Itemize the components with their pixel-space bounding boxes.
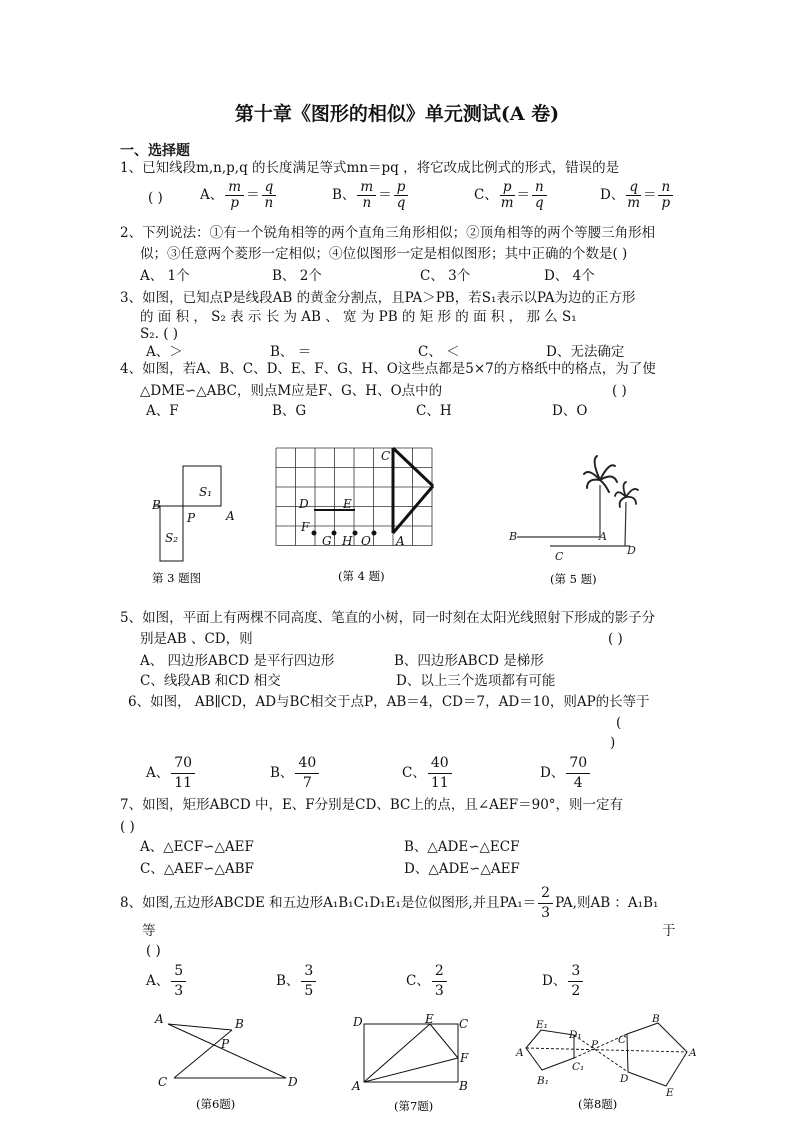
segment-ef [430, 1024, 458, 1058]
label-f: F [301, 520, 310, 534]
label-s2: S₂ [165, 531, 179, 545]
figure-5 [505, 450, 655, 590]
q2-option-a: A、 1个 [140, 268, 190, 284]
label-a: A [599, 530, 607, 543]
label-h: H [342, 534, 353, 548]
q3-option-a: A、＞ [146, 344, 183, 360]
q7-option-b: B、△ADE∽△ECF [404, 839, 520, 855]
segment-ad [168, 1024, 286, 1078]
figure-5-caption: (第 5 题) [550, 572, 597, 586]
label-a1: A [516, 1047, 524, 1059]
pentagon-small [526, 1030, 574, 1070]
q8-option-b: B、 $\frac{3}{5}$ [276, 962, 318, 1001]
label-a: A [226, 509, 235, 523]
segment-cb [393, 448, 433, 486]
q4-option-b: B、G [272, 403, 307, 419]
figure-6-caption: (第6题) [196, 1097, 236, 1111]
label-p: P [221, 1037, 230, 1051]
q3-line3: S₂. ( ) [140, 326, 179, 342]
q8-option-c: C、 $\frac{2}{3}$ [406, 962, 449, 1001]
label-b1: B₁ [537, 1075, 549, 1087]
q8-line1: 8、如图,五边形ABCDE 和五边形A₁B₁C₁D₁E₁是位似图形,并且PA₁＝ $\frac{2}{3}$ PA,则AB ：A₁B₁ [120, 885, 659, 921]
q4-option-a: A、F [146, 403, 179, 419]
label-f: F [460, 1051, 469, 1065]
label-b: B [235, 1017, 244, 1031]
point-f [312, 531, 317, 536]
q5-paren: ( ) [608, 631, 623, 647]
point-g [332, 531, 337, 536]
q3-option-d: D、无法确定 [546, 344, 625, 360]
label-b: B [459, 1079, 468, 1093]
figure-8 [512, 1012, 697, 1116]
q6-paren-open: ( [616, 715, 622, 731]
q4-paren: ( ) [612, 383, 627, 399]
figure-3-caption: 第 3 题图 [152, 571, 202, 585]
q6-option-b: B、 $\frac{40}{7}$ [270, 754, 321, 793]
q5-line2: 别是AB 、CD，则 [140, 631, 253, 647]
q6-option-a: A、 $\frac{70}{11}$ [146, 754, 197, 793]
label-d: D [299, 497, 309, 511]
q7-option-d: D、△ADE∽△AEF [404, 861, 520, 877]
q5-option-d: D、以上三个选项都有可能 [396, 673, 556, 689]
label-a: A [155, 1012, 164, 1026]
q5-option-b: B、四边形ABCD 是梯形 [394, 653, 544, 669]
figure-8-caption: (第8题) [578, 1097, 618, 1111]
q6-line1: 6、如图， AB∥CD，AD与BC相交于点P，AB＝4，CD＝7，AD＝10，则AP的长等于 [128, 694, 650, 710]
q7-option-c: C、△AEF∽△ABF [140, 861, 254, 877]
q1-paren: ( ) [148, 190, 163, 206]
label-e: E [425, 1012, 434, 1026]
label-b: B [152, 498, 161, 512]
label-e1: E₁ [536, 1019, 548, 1031]
label-p: P [187, 511, 196, 525]
q2-option-b: B、 2个 [272, 268, 322, 284]
label-o: O [361, 534, 371, 548]
page-title: 第十章《图形的相似》单元测试(A 卷) [234, 103, 560, 125]
label-d: D [353, 1015, 363, 1029]
label-e: E [666, 1087, 674, 1099]
point-o [372, 531, 377, 536]
q6-option-c: C、 $\frac{40}{11}$ [402, 754, 454, 793]
figure-4-caption: (第 4 题) [338, 569, 385, 583]
label-g: G [322, 534, 332, 548]
q7-line2: ( ) [120, 819, 135, 835]
q3-line2: 的 面 积 ， S₂ 表 示 长 为 AB 、 宽 为 PB 的 矩 形 的 面 积 ， 那 么 S₁ [140, 309, 577, 325]
figure-7-caption: (第7题) [394, 1099, 434, 1113]
label-c: C [555, 550, 564, 563]
q8-option-d: D、 $\frac{3}{2}$ [542, 962, 585, 1001]
label-a: A [689, 1047, 697, 1059]
q1-option-c: C、 $\frac{p}{m}$ ＝ $\frac{n}{q}$ [474, 180, 549, 211]
section-heading: 一、选择题 [120, 143, 190, 159]
q1-option-b: B、 $\frac{m}{n}$ ＝ $\frac{p}{q}$ [332, 180, 410, 211]
figure-3 [140, 456, 250, 588]
q3-line1: 3、如图，已知点P是线段AB 的黄金分割点，且PA＞PB，若S₁表示以PA为边的正方形 [120, 290, 636, 306]
q1-option-a: A、 $\frac{m}{p}$ ＝ $\frac{q}{n}$ [200, 180, 278, 211]
label-a: A [396, 534, 405, 548]
tree2-trunk [625, 502, 626, 546]
point-h [353, 531, 358, 536]
label-c: C [618, 1034, 627, 1046]
q5-option-c: C、线段AB 和CD 相交 [140, 673, 281, 689]
label-c1: C₁ [572, 1061, 585, 1073]
label-e: E [343, 497, 352, 511]
q6-paren-close: ) [610, 735, 616, 751]
q8-line2-right: 于 [662, 923, 676, 939]
label-d: D [627, 544, 636, 557]
label-c: C [158, 1075, 168, 1089]
label-s1: S₁ [199, 485, 213, 499]
q4-option-c: C、H [416, 403, 452, 419]
label-c: C [459, 1017, 469, 1031]
q3-option-b: B、 ＝ [270, 344, 312, 360]
q5-line1: 5、如图，平面上有两棵不同高度、笔直的小树，同一时刻在太阳光线照射下形成的影子分 [120, 610, 656, 626]
q7-option-a: A、△ECF∽△AEF [140, 839, 254, 855]
q2-line2: 似；③任意两个菱形一定相似；④位似图形一定是相似图形；其中正确的个数是( ) [140, 246, 628, 262]
q7-line1: 7、如图，矩形ABCD 中，E、F分别是CD、BC上的点，且∠AEF＝90°，则一定有 [120, 797, 624, 813]
label-p: P [591, 1039, 599, 1051]
q8-line2-left: 等 [142, 923, 156, 939]
figure-7 [348, 1012, 478, 1120]
q4-line2: △DME∽△ABC，则点M应是F、G、H、O点中的 [140, 383, 443, 399]
q2-option-d: D、 4个 [544, 268, 595, 284]
q6-option-d: D、 $\frac{70}{4}$ [540, 754, 592, 793]
pentagon-large [627, 1023, 687, 1086]
q2-line1: 2、下列说法：①有一个锐角相等的两个直角三角形相似；②顶角相等的两个等腰三角形相 [120, 225, 656, 241]
label-b: B [652, 1013, 660, 1025]
q4-line1: 4、如图，若A、B、C、D、E、F、G、H、O这些点都是5×7的方格纸中的格点，为了使 [120, 361, 656, 377]
q5-option-a: A、 四边形ABCD 是平行四边形 [140, 653, 335, 669]
figure-6 [150, 1008, 310, 1120]
rectangle-abcd [364, 1024, 458, 1082]
q1-stem: 1、已知线段m,n,p,q 的长度满足等式mn＝pq ，将它改成比例式的形式，错误的是 [120, 160, 620, 176]
segment-ab [168, 1024, 232, 1030]
projection-lines [526, 1034, 687, 1072]
label-c: C [381, 449, 391, 463]
label-d: D [288, 1075, 298, 1089]
q1-option-d: D、 $\frac{q}{m}$ ＝ $\frac{n}{p}$ [600, 180, 675, 211]
label-d: D [620, 1073, 629, 1085]
q8-line3: ( ) [146, 943, 161, 959]
q3-option-c: C、 ＜ [418, 344, 460, 360]
figure-4 [268, 440, 438, 590]
q2-option-c: C、 3个 [420, 268, 471, 284]
label-b: B [509, 530, 518, 543]
label-d1: D₁ [569, 1029, 582, 1041]
label-a: A [352, 1079, 361, 1093]
q4-option-d: D、O [552, 403, 588, 419]
q8-option-a: A、 $\frac{5}{3}$ [146, 962, 188, 1001]
